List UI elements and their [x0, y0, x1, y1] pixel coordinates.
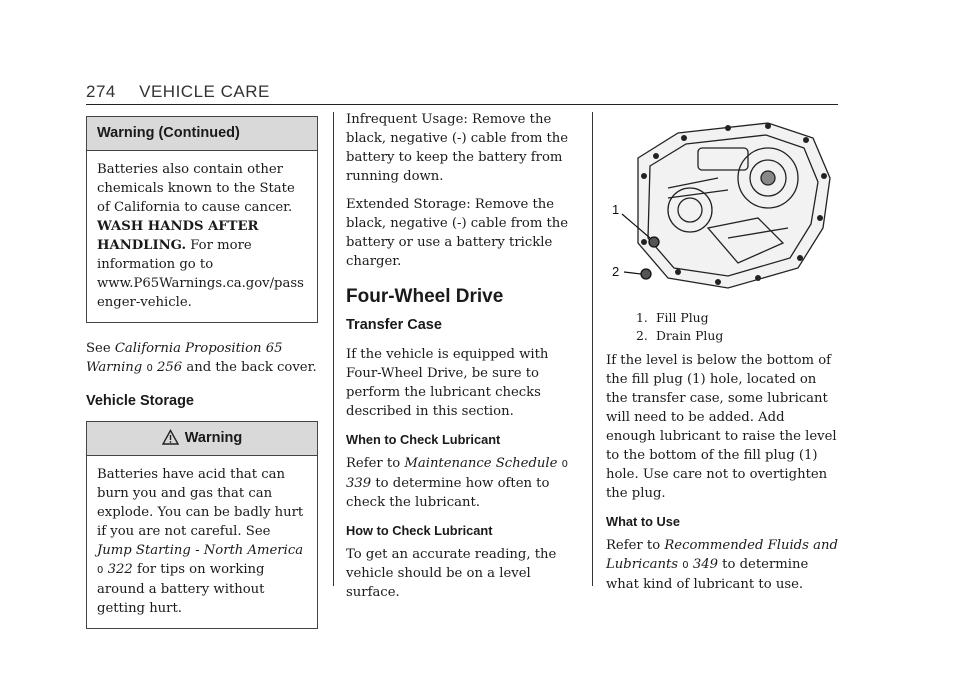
callout-line-2 [624, 272, 641, 274]
fill-plug [649, 237, 659, 247]
warning-text: Batteries also contain other chemicals known to the State of California to cause cancer. [97, 162, 295, 215]
warning2-text: Batteries have acid that can burn you and gas that can explode. You can be badly hurt if you are not careful. See [97, 467, 304, 539]
list-item [636, 327, 838, 345]
warning-text-link: For more information go to www.P65Warnings.ca.gov/passenger-vehicle. [97, 238, 304, 310]
page-ref-number[interactable]: 339 [346, 476, 372, 491]
page-number: 274 [86, 82, 116, 101]
jump-starting-link[interactable]: Jump Starting - North America [97, 543, 304, 558]
transfer-case-paragraph: If the vehicle is equipped with Four-Wheel Drive, be sure to perform the lubricant checks described in this section. [346, 347, 549, 419]
when-to-check-paragraph [346, 454, 578, 512]
warning-body [87, 456, 317, 628]
list-number: 1. [636, 310, 648, 325]
warning2-text-post: for tips on working around a battery without getting hurt. [97, 562, 265, 616]
page-ref-number[interactable]: 256 [157, 360, 183, 375]
four-wheel-drive-heading: Four-Wheel Drive [346, 286, 504, 307]
warning-icon [162, 429, 179, 445]
page-ref-number[interactable]: 349 [692, 557, 718, 572]
see-paragraph [86, 339, 318, 378]
when-post: to determine how often to check the lubricant. [346, 476, 550, 510]
how-to-check-paragraph: To get an accurate reading, the vehicle should be on a level surface. [346, 547, 557, 600]
what-pre: Refer to [606, 538, 665, 553]
infrequent-usage-paragraph: Infrequent Usage: Remove the black, negative (‐) cable from the battery to keep the battery from running down. [346, 112, 569, 184]
cross-ref-link[interactable]: California Proposition 65 Warning [86, 341, 283, 375]
level-paragraph: If the level is below the bottom of the fill plug (1) hole, located on the transfer case, some lubricant will need to be added. Add enough lubricant to raise the level to the bottom of the fill plug (1) hole. Use care not to overtighten the plug. [606, 353, 837, 501]
column-3 [606, 309, 838, 603]
when-pre: Refer to [346, 456, 405, 471]
warning-box [86, 421, 318, 629]
list-text: Drain Plug [655, 328, 724, 343]
transfer-case-illustration [638, 123, 830, 288]
warning-title-row [87, 422, 317, 456]
how-to-check-heading: How to Check Lubricant [346, 523, 493, 538]
drain-plug [641, 269, 651, 279]
extended-storage-paragraph: Extended Storage: Remove the black, negative (‐) cable from the battery or use a battery trickle charger. [346, 197, 569, 269]
page-ref-symbol: 0 [146, 363, 153, 374]
column-2 [346, 110, 578, 611]
callout-label-2: 2 [612, 264, 620, 279]
warning-continued-box [86, 116, 318, 323]
page-header [86, 82, 270, 102]
what-post: to determine what kind of lubricant to use. [606, 557, 809, 592]
column-1 [86, 116, 318, 629]
section-title: VEHICLE CARE [139, 82, 270, 101]
maintenance-schedule-link[interactable]: Maintenance Schedule [404, 456, 558, 471]
see-pre: See [86, 341, 115, 356]
callout-label-1: 1 [612, 202, 620, 217]
warning-continued-title: Warning (Continued) [87, 117, 317, 151]
what-to-use-heading: What to Use [606, 514, 680, 529]
when-to-check-heading: When to Check Lubricant [346, 432, 501, 447]
page-ref-symbol: 0 [682, 560, 689, 571]
warning-continued-body [87, 151, 317, 322]
warning-title: Warning [184, 430, 243, 446]
list-text: Fill Plug [655, 310, 709, 325]
transfer-case-figure [608, 118, 836, 298]
warning-bold-text: WASH HANDS AFTER HANDLING. [97, 219, 259, 253]
transfer-case-heading: Transfer Case [346, 317, 442, 333]
figure-legend [636, 309, 838, 345]
see-post: and the back cover. [182, 360, 317, 375]
column-divider-1 [333, 112, 334, 586]
column-divider-2 [592, 112, 593, 586]
page-ref-symbol: 0 [561, 459, 569, 470]
page-ref-number[interactable]: 322 [107, 562, 133, 577]
list-item [636, 309, 838, 327]
header-rule [86, 104, 838, 105]
list-number: 2. [636, 328, 648, 343]
recommended-fluids-link[interactable]: Recommended Fluids and Lubricants [606, 538, 838, 572]
what-to-use-paragraph [606, 536, 838, 594]
page-ref-symbol: 0 [97, 565, 104, 576]
vehicle-storage-heading: Vehicle Storage [86, 393, 194, 409]
